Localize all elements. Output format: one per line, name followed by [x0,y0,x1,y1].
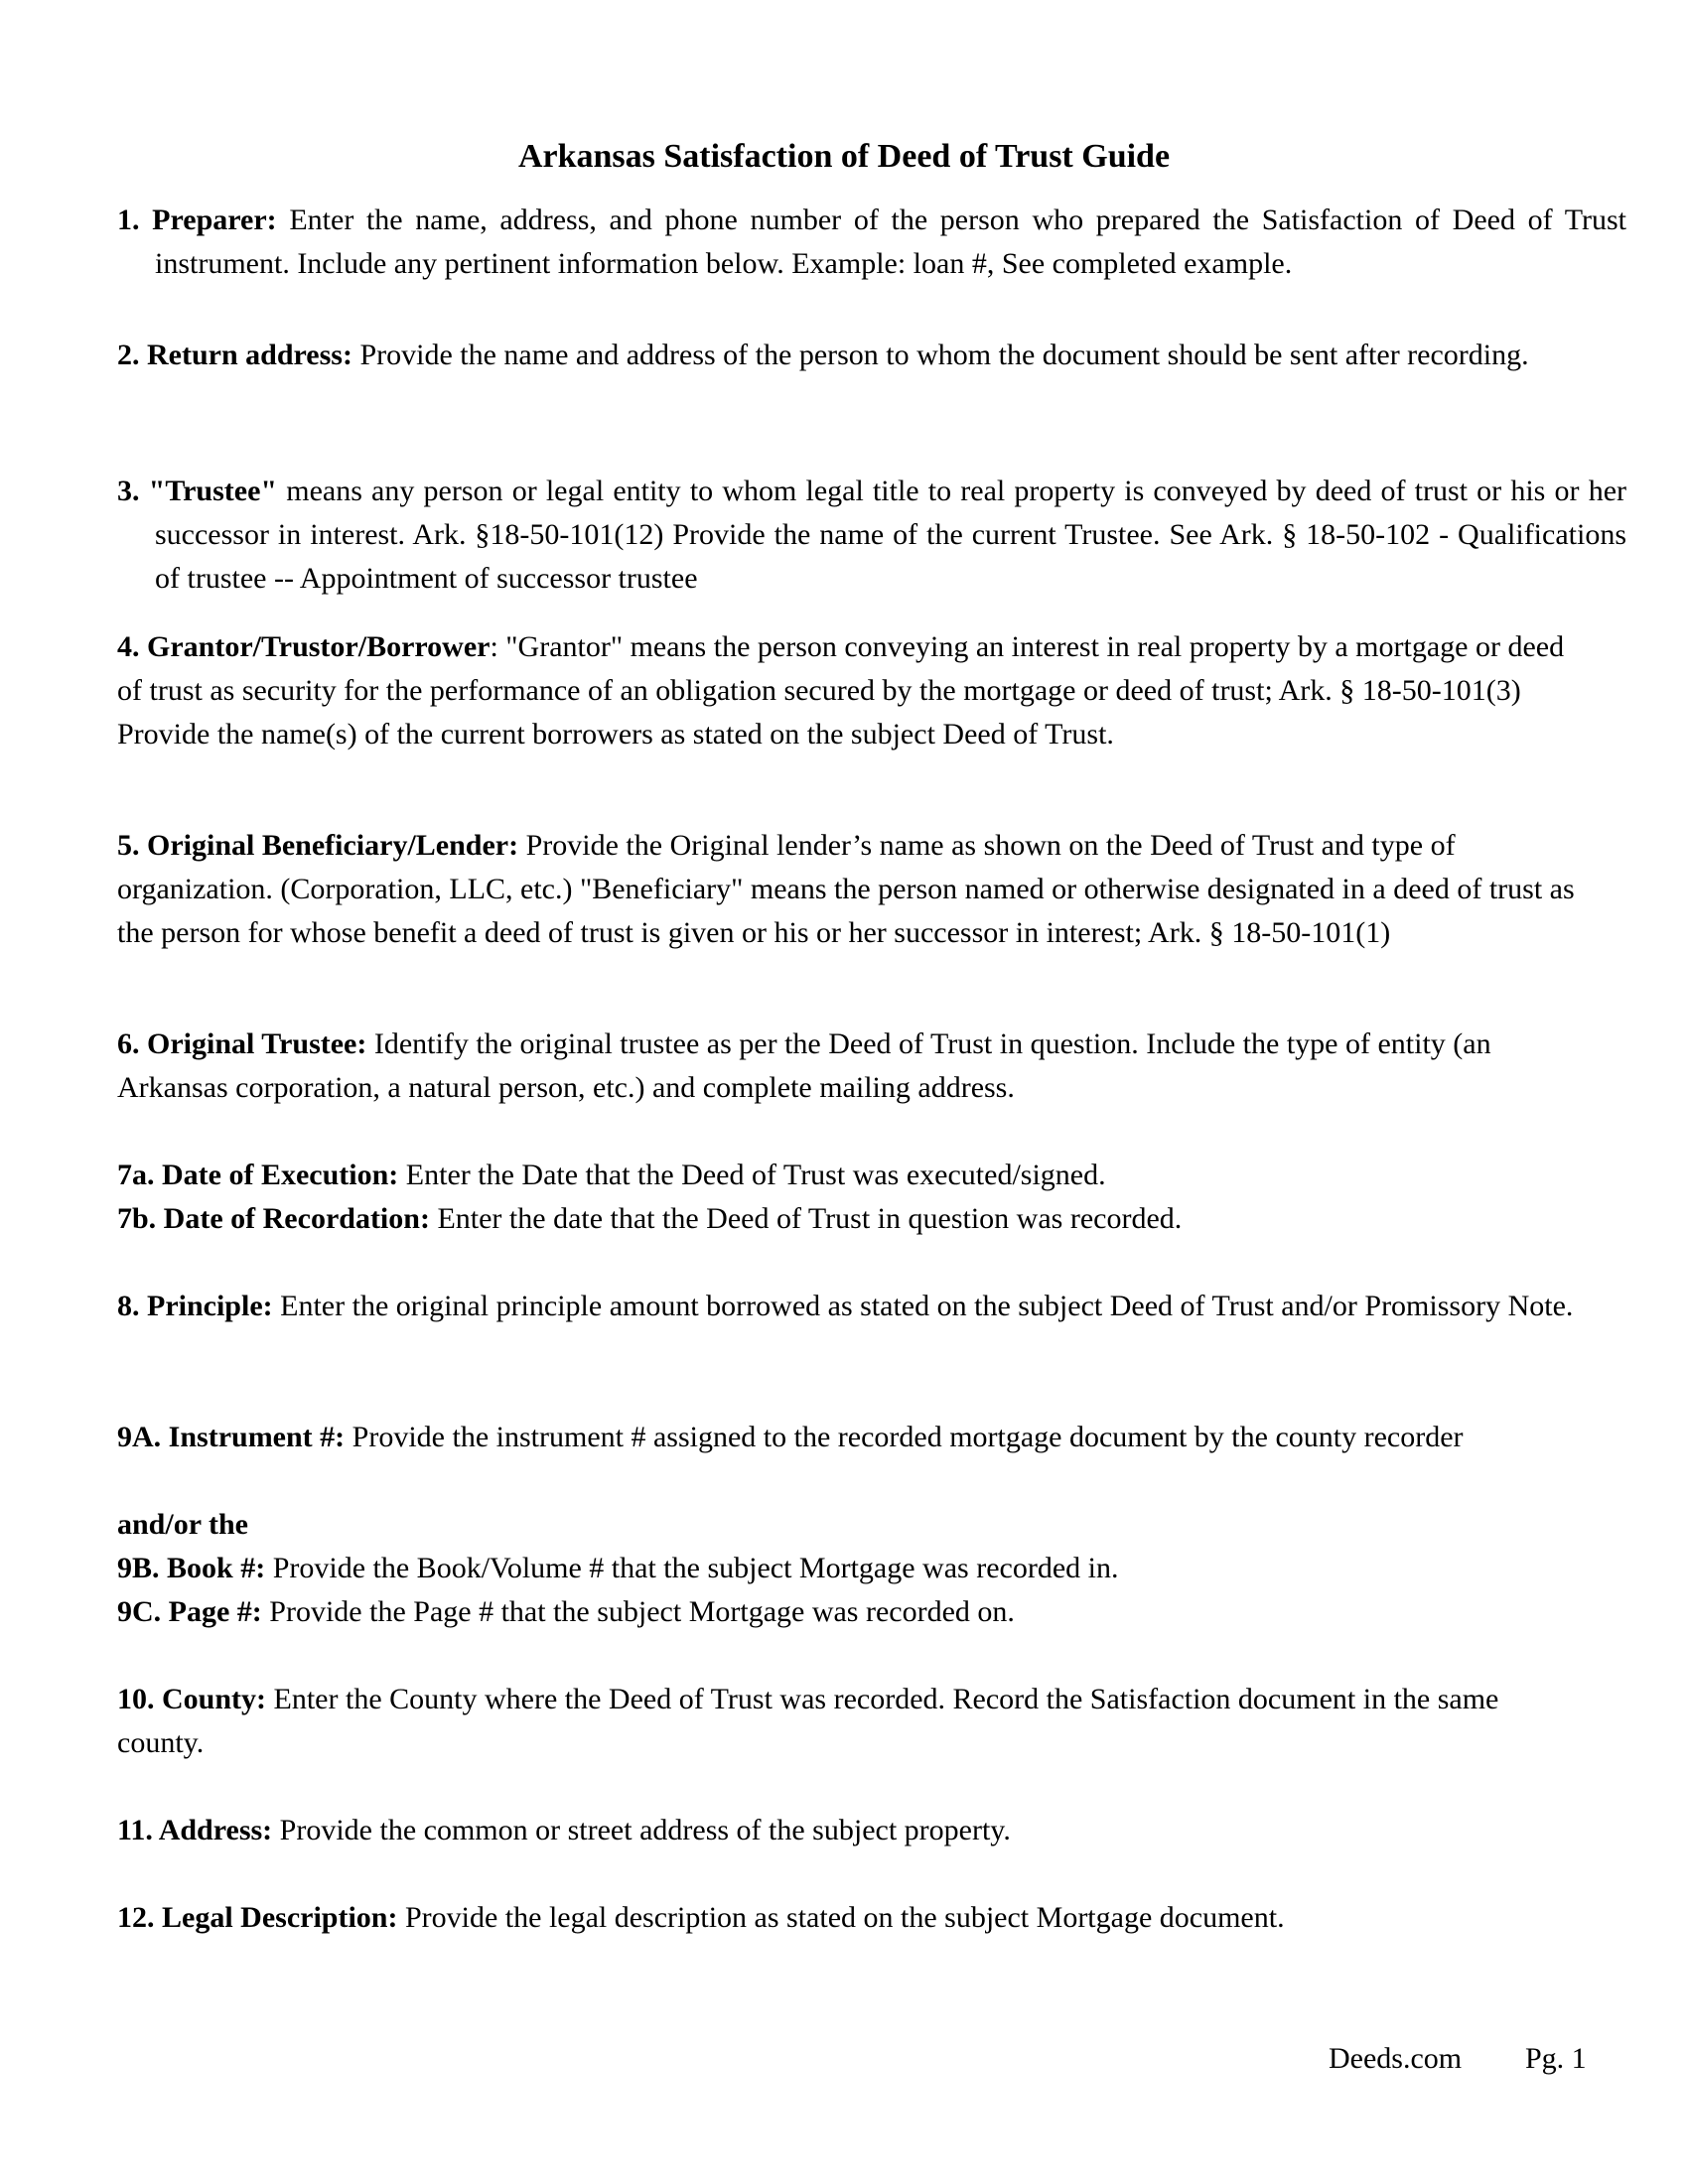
item-label: 7b. Date of Recordation: [117,1202,430,1235]
item-label: 9A. Instrument #: [117,1421,346,1453]
guide-item-10 [117,1678,1587,1765]
item-text: Identify the original trustee as per the Deed of Trust in question. Include the type of entity (an Arkansas corporation, a natural person, etc.) and complete mailing address. [117,1027,1491,1104]
guide-item-9b [117,1547,1587,1590]
item-label: 10. County: [117,1683,267,1715]
item-text: Provide the Page # that the subject Mortgage was recorded on. [261,1595,1015,1628]
item-label: 4. Grantor/Trustor/Borrower [117,630,491,663]
guide-item-7b [117,1197,1587,1241]
guide-item-12 [117,1896,1587,1940]
item-text: Enter the date that the Deed of Trust in question was recorded. [429,1202,1183,1235]
item-text: Provide the Book/Volume # that the subject Mortgage was recorded in. [265,1552,1119,1584]
item-label: 9B. Book #: [117,1552,266,1584]
item-label: 7a. Date of Execution: [117,1159,399,1191]
guide-item-1 [117,199,1626,286]
guide-item-6 [117,1023,1587,1110]
item-text: Enter the County where the Deed of Trust was recorded. Record the Satisfaction document in the same county. [117,1683,1499,1759]
guide-item-9c [117,1590,1587,1634]
guide-item-5 [117,824,1587,955]
page-title: Arkansas Satisfaction of Deed of Trust Guide [517,138,1171,175]
item-text: means any person or legal entity to whom legal title to real property is conveyed by deed of trust or his or her successor in interest. Ark. §18-50-101(12) Provide the name of the current Trustee. See Ark. § 18-50-102 - Qualifications of trustee -- Appointment of successor trustee [155,475,1626,595]
item-text: Enter the Date that the Deed of Trust was executed/signed. [398,1159,1106,1191]
item-text: Provide the legal description as stated on the subject Mortgage document. [397,1901,1285,1934]
guide-item-9a [117,1416,1587,1459]
item-label: 2. Return address: [117,339,352,371]
item-text: Provide the instrument # assigned to the recorded mortgage document by the county recorder [345,1421,1464,1453]
item-text: Provide the Original lender’s name as shown on the Deed of Trust and type of organization. (Corporation, LLC, etc.) "Beneficiary" means the person named or otherwise designated in a deed of trust as the person for whose benefit a deed of trust is given or his or her successor in interest; Ark. § 18-50-101(1) [117,829,1575,949]
guide-item-2 [117,334,1626,377]
item-label: 6. Original Trustee: [117,1027,367,1060]
item-label: 1. Preparer: [117,204,277,236]
guide-item-3 [117,470,1626,601]
item-text: Provide the common or street address of the subject property. [272,1814,1011,1846]
item-label: 8. Principle: [117,1290,273,1322]
item-text: : "Grantor" means the person conveying an interest in real property by a mortgage or deed of trust as security for the performance of an obligation secured by the mortgage or deed of trust; Ark. § 18-50-101(3) Provide the name(s) of the current borrowers as stated on the subject Deed of Trust. [117,630,1565,751]
item-text: Enter the original principle amount borrowed as stated on the subject Deed of Trust and/or Promissory Note. [272,1290,1574,1322]
footer-page-number: Pg. 1 [1525,2042,1587,2075]
guide-item-8 [117,1285,1587,1328]
guide-item-7a [117,1154,1587,1197]
item-label: 11. Address: [117,1814,273,1846]
item-label: and/or the [117,1508,248,1541]
item-label: 9C. Page #: [117,1595,262,1628]
guide-item-and-or [117,1503,1587,1547]
item-label: 5. Original Beneficiary/Lender: [117,829,519,862]
item-text: Enter the name, address, and phone number of the person who prepared the Satisfaction of Deed of Trust instrument. Include any pertinent information below. Example: loan #, See completed example. [155,204,1627,280]
guide-item-11 [117,1809,1587,1852]
guide-item-4 [117,625,1587,756]
item-text: Provide the name and address of the person to whom the document should be sent after recording. [352,339,1529,371]
footer-site: Deeds.com [1329,2042,1463,2075]
item-label: 12. Legal Description: [117,1901,398,1934]
item-label: 3. "Trustee" [117,475,278,507]
